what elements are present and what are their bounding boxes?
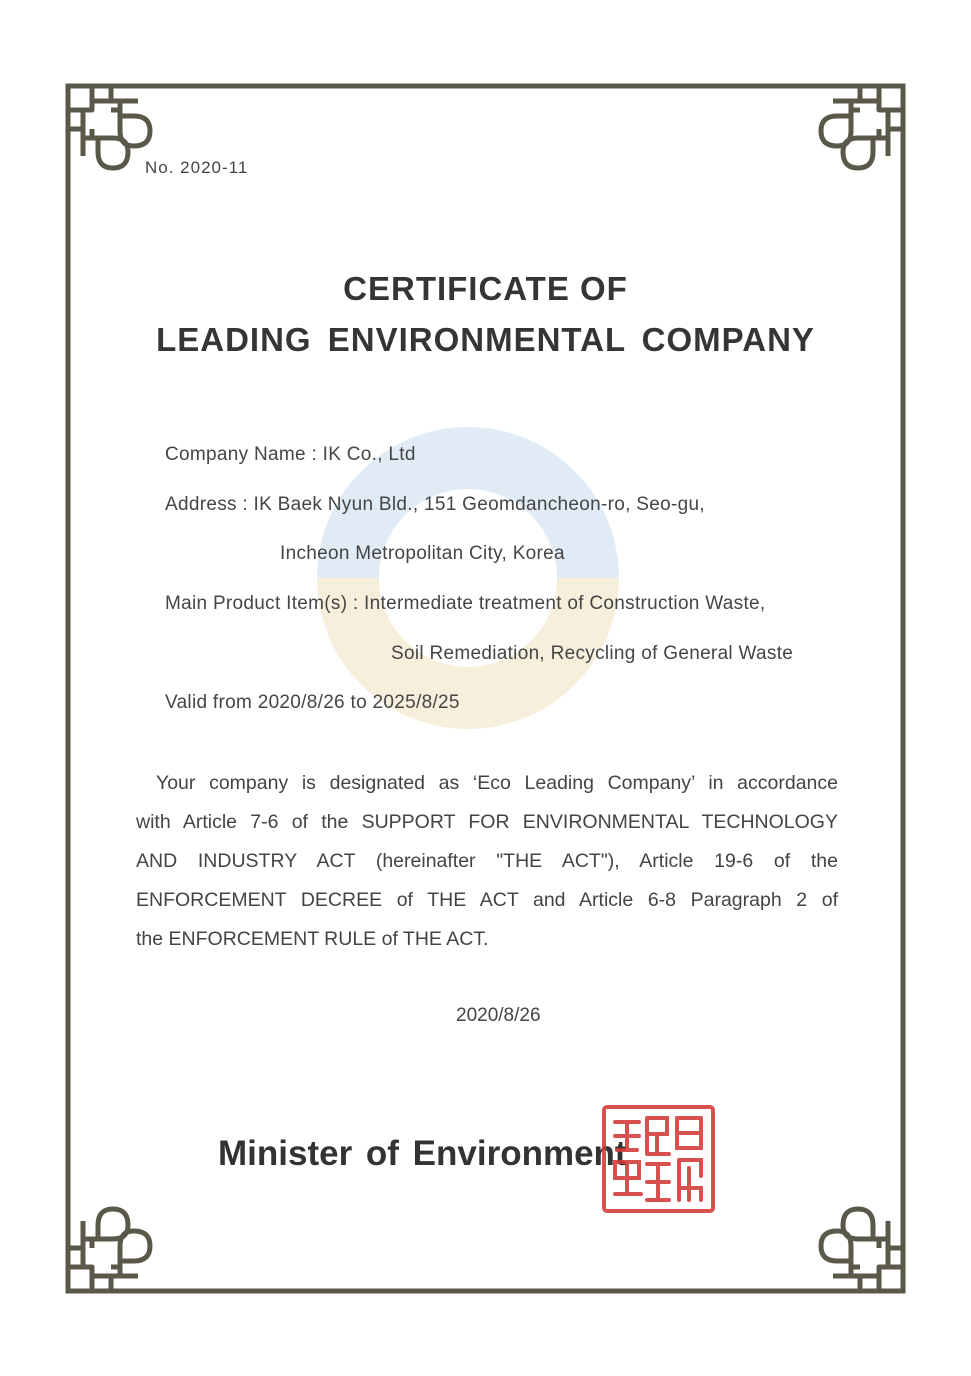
company-name: Company Name : IK Co., Ltd	[165, 444, 416, 465]
statement-line2: with Article 7-6 of the SUPPORT FOR ENVIRONMENTAL TECHNOLOGY	[136, 811, 838, 833]
statement-line4: ENFORCEMENT DECREE of THE ACT and Article 6-8 Paragraph 2 of	[136, 889, 838, 911]
certificate-title-line2: LEADING ENVIRONMENTAL COMPANY	[156, 321, 815, 358]
address-line2: Incheon Metropolitan City, Korea	[280, 543, 565, 564]
statement-line3: AND INDUSTRY ACT (hereinafter "THE ACT"), Article 19-6 of the	[136, 850, 838, 872]
issuer-signature: Minister of Environment	[218, 1134, 627, 1173]
main-product-line1: Main Product Item(s) : Intermediate treatment of Construction Waste,	[165, 593, 766, 614]
address-line1: Address : IK Baek Nyun Bld., 151 Geomdancheon-ro, Seo-gu,	[165, 494, 705, 515]
statement-line1: Your company is designated as ‘Eco Leading Company’ in accordance	[156, 772, 838, 794]
main-product-line2: Soil Remediation, Recycling of General Waste	[391, 643, 794, 664]
official-seal-stamp	[601, 1104, 716, 1214]
certificate-title-line1: CERTIFICATE OF	[343, 270, 628, 307]
statement-line5: the ENFORCEMENT RULE of THE ACT.	[136, 928, 489, 950]
issue-date: 2020/8/26	[456, 1005, 541, 1026]
validity-period: Valid from 2020/8/26 to 2025/8/25	[165, 692, 460, 713]
certificate-number: No. 2020-11	[145, 158, 249, 177]
